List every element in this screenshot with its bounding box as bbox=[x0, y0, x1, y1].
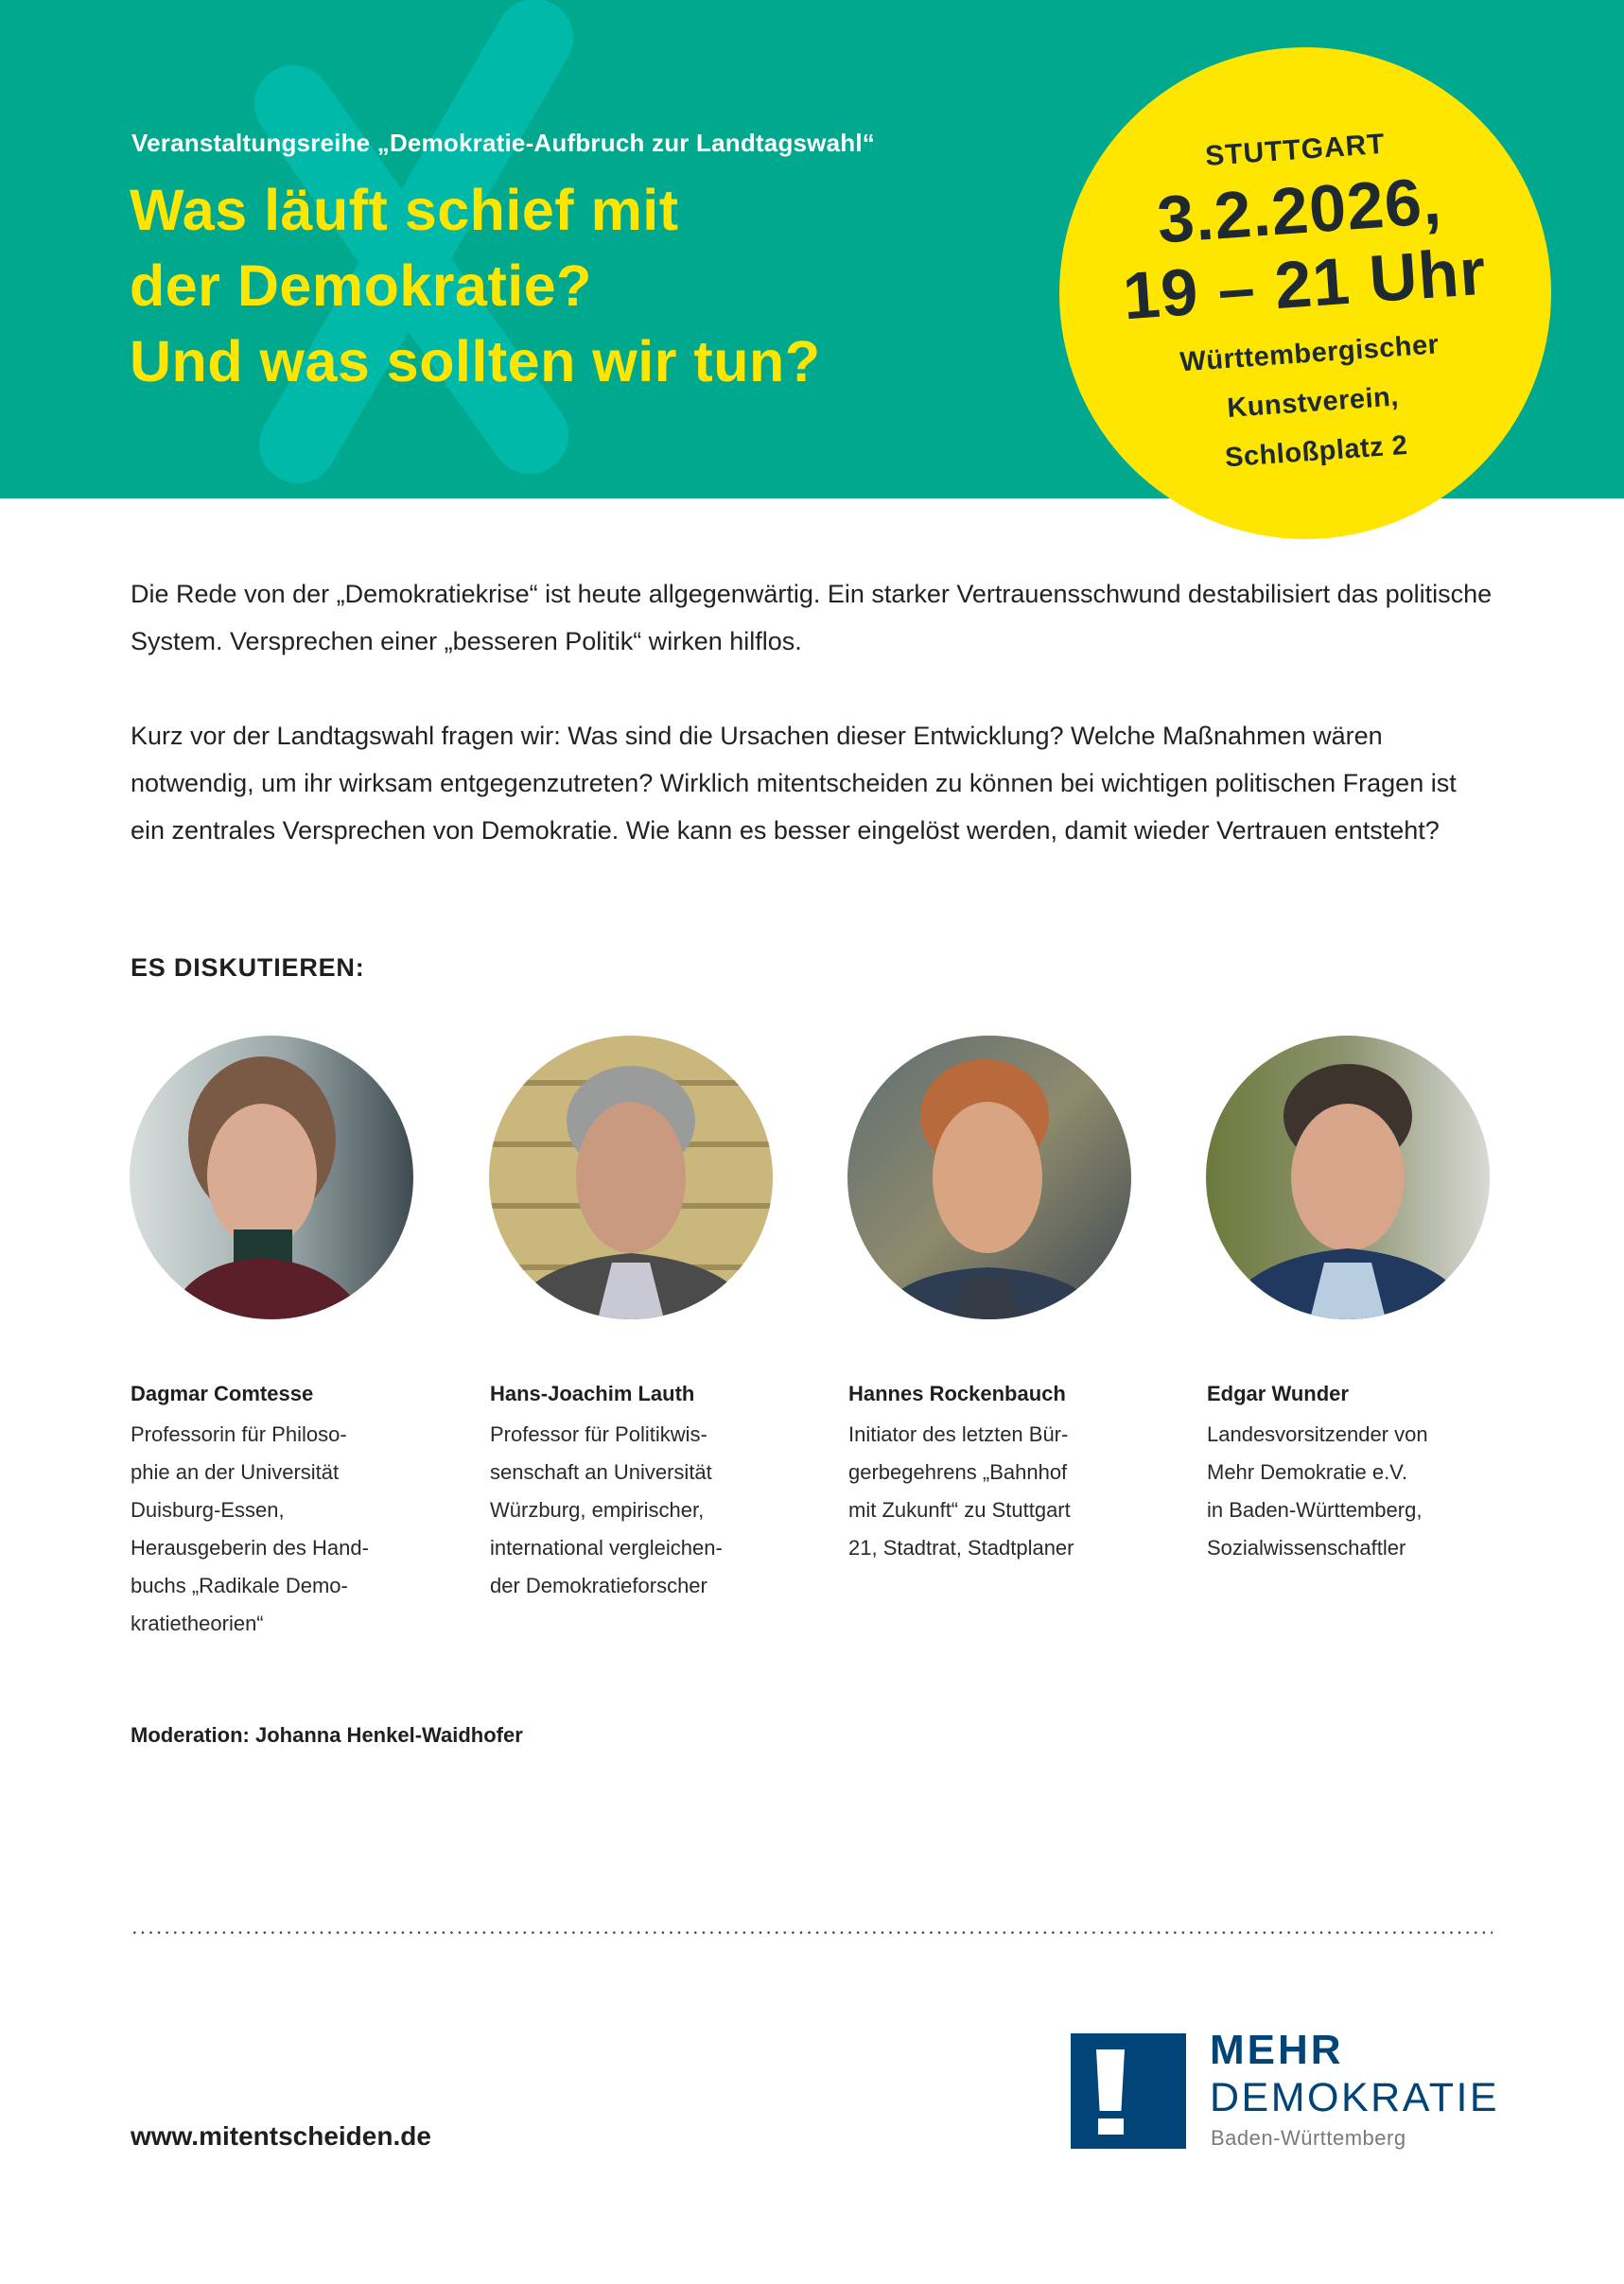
bio-line: Initiator des letzten Bür- bbox=[848, 1422, 1069, 1446]
bio-line: senschaft an Universität bbox=[490, 1460, 712, 1484]
exclamation-dot bbox=[1098, 2118, 1124, 2135]
speaker-name: Hans-Joachim Lauth bbox=[490, 1382, 695, 1405]
portrait-image bbox=[130, 1036, 413, 1319]
bio-line: in Baden-Württemberg, bbox=[1207, 1498, 1423, 1522]
speaker-card bbox=[1206, 1036, 1518, 1560]
logo-text-mehr: MEHR bbox=[1210, 2027, 1344, 2073]
bio-line: Würzburg, empirischer, bbox=[490, 1498, 705, 1522]
speaker-card bbox=[847, 1036, 1160, 1560]
event-datetime bbox=[1052, 156, 1553, 338]
portrait-image bbox=[847, 1036, 1131, 1319]
event-city: STUTTGART bbox=[1204, 128, 1387, 172]
bio-line: mit Zukunft“ zu Stuttgart bbox=[848, 1498, 1071, 1522]
venue-line: Kunstverein, bbox=[1226, 381, 1400, 425]
bio-line: gerbegehrens „Bahnhof bbox=[848, 1460, 1068, 1484]
speaker-photo bbox=[1206, 1036, 1490, 1319]
venue-line: Schloßplatz 2 bbox=[1224, 429, 1409, 474]
moderation-credit: Moderation: Johanna Henkel-Waidhofer bbox=[131, 1723, 523, 1747]
event-time: 19 – 21 Uhr bbox=[1120, 234, 1489, 334]
event-date-badge bbox=[1059, 47, 1551, 539]
bio-line: Herausgeberin des Hand- bbox=[131, 1536, 369, 1560]
speaker-bio bbox=[848, 1416, 1161, 1567]
portrait-image bbox=[489, 1036, 773, 1319]
website-link[interactable]: www.mitentscheiden.de bbox=[131, 2121, 431, 2151]
exclamation-bar bbox=[1096, 2049, 1125, 2111]
bio-line: Sozialwissenschaftler bbox=[1207, 1536, 1406, 1560]
dotted-divider bbox=[131, 1931, 1493, 1934]
speaker-name: Dagmar Comtesse bbox=[131, 1382, 314, 1405]
logo-text-region: Baden-Württemberg bbox=[1211, 2126, 1406, 2150]
event-date-badge-content bbox=[1042, 30, 1567, 555]
title-line: Und was sollten wir tun? bbox=[130, 329, 821, 393]
speaker-bio bbox=[490, 1416, 802, 1605]
intro-paragraph: Die Rede von der „Demokratiekrise“ ist heute allgegenwärtig. Ein starker Vertrauensschwund destabilisiert das politische System. Versprechen einer „besseren Politik“ wirken hilflos. bbox=[131, 580, 1493, 655]
event-venue bbox=[1062, 312, 1563, 494]
bio-line: Professorin für Philoso- bbox=[131, 1422, 347, 1446]
bio-line: international vergleichen- bbox=[490, 1536, 723, 1560]
bio-line: buchs „Radikale Demo- bbox=[131, 1574, 348, 1597]
speaker-photo bbox=[489, 1036, 773, 1319]
speaker-card bbox=[130, 1036, 442, 1635]
intro-paragraph: Kurz vor der Landtagswahl fragen wir: Was sind die Ursachen dieser Entwicklung? Welche Maßnahmen wären notwendig, um ihr wirksam entgegenzutreten? Wirklich mitentscheiden zu können bei wichtigen politischen Fragen ist ein zentrales Versprechen von Demokratie. Wie kann es besser eingelöst werden, damit wieder Vertrauen entsteht? bbox=[131, 722, 1457, 845]
venue-line: Württembergischer bbox=[1179, 329, 1441, 378]
title-line: Was läuft schief mit bbox=[130, 178, 679, 242]
portrait-image bbox=[1206, 1036, 1490, 1319]
speaker-photo bbox=[130, 1036, 413, 1319]
speaker-card bbox=[489, 1036, 801, 1597]
speaker-bio bbox=[131, 1416, 443, 1643]
speaker-bio bbox=[1207, 1416, 1519, 1567]
bio-line: 21, Stadtrat, Stadtplaner bbox=[848, 1536, 1074, 1560]
series-label: Veranstaltungsreihe „Demokratie-Aufbruch zur Landtagswahl“ bbox=[131, 129, 875, 157]
bio-line: Duisburg-Essen, bbox=[131, 1498, 285, 1522]
title-line: der Demokratie? bbox=[130, 253, 592, 318]
bio-line: phie an der Universität bbox=[131, 1460, 340, 1484]
bio-line: kratietheorien“ bbox=[131, 1612, 264, 1635]
panel-heading: ES DISKUTIEREN: bbox=[131, 953, 365, 982]
event-date: 3.2.2026, bbox=[1155, 163, 1444, 257]
bio-line: Landesvorsitzender von bbox=[1207, 1422, 1428, 1446]
page-title bbox=[130, 172, 820, 399]
speaker-photo bbox=[847, 1036, 1131, 1319]
logo-text-demokratie: DEMOKRATIE bbox=[1210, 2075, 1500, 2120]
intro-text bbox=[131, 570, 1497, 901]
exclamation-mark-icon bbox=[1071, 2033, 1186, 2149]
speaker-name: Hannes Rockenbauch bbox=[848, 1382, 1066, 1405]
bio-line: Mehr Demokratie e.V. bbox=[1207, 1460, 1407, 1484]
speaker-name: Edgar Wunder bbox=[1207, 1382, 1349, 1405]
bio-line: der Demokratieforscher bbox=[490, 1574, 707, 1597]
organization-logo bbox=[1071, 2027, 1506, 2152]
bio-line: Professor für Politikwis- bbox=[490, 1422, 707, 1446]
